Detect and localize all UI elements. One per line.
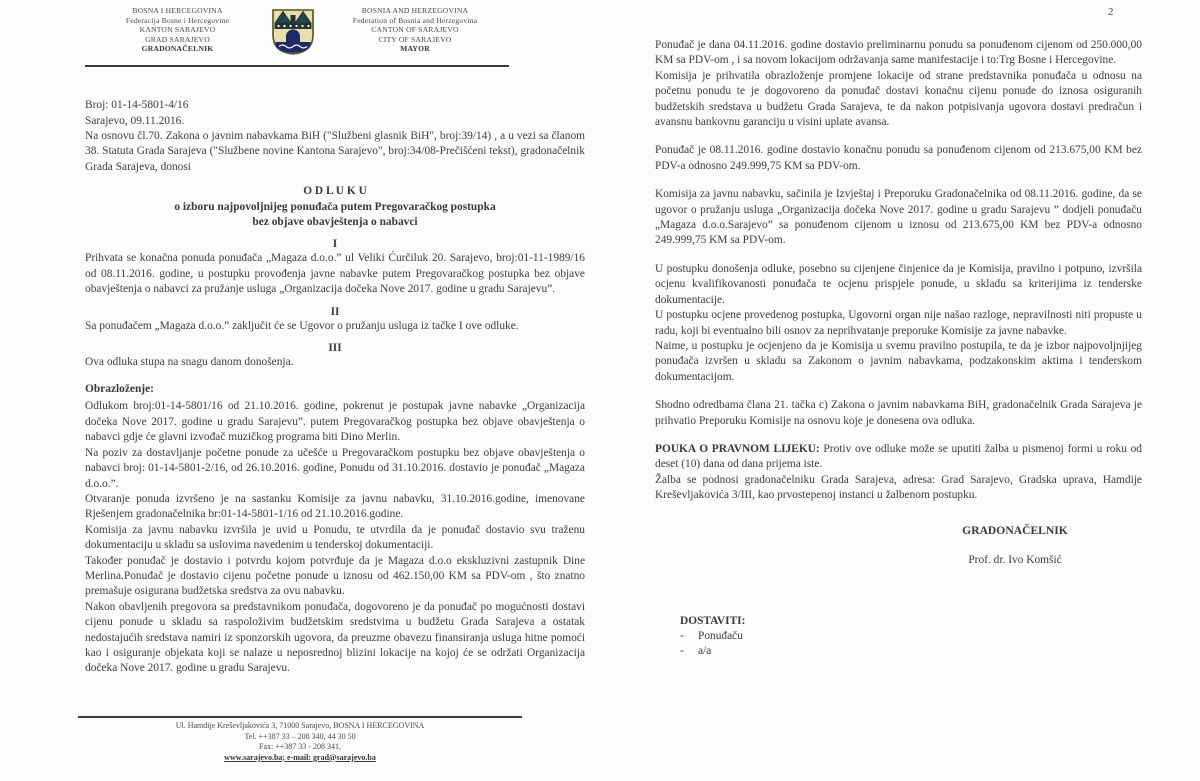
legal-remedy-label: POUKA O PRAVNOM LIJEKU: bbox=[655, 442, 820, 455]
letterhead-line: Federacija Bosne i Hercegovine bbox=[125, 15, 230, 25]
body-paragraph: Ponuđač je dana 04.11.2016. godine dostavio preliminarnu ponudu sa ponuđenom cijenom od 250.000,00 KM sa PDV-om , i sa novom lokacijom održavanja same manifestacije i to:Trg Bosne i Hercegovine. bbox=[655, 39, 1142, 67]
coat-of-arms-container bbox=[271, 6, 315, 61]
reference-number: Broj: 01-14-5801-4/16 bbox=[85, 99, 189, 111]
section-numeral-3: III bbox=[328, 342, 342, 355]
signature-title: GRADONAČELNIK bbox=[962, 523, 1068, 537]
signature-name: Prof. dr. Ivo Komšić bbox=[968, 553, 1062, 566]
document-page-1 bbox=[85, 6, 585, 677]
body-paragraph: U postupku donošenja odluke, posebno su cijenjene činjenice da je Komisija, pravilno i potpuno, izvršila ocjenu kvalifikovanosti ponuđača te ocjenu prispjele ponude, u skladu sa kriterijima iz tenderske dokumentacije. bbox=[655, 262, 1142, 306]
distribution-item bbox=[680, 629, 1142, 644]
preamble-paragraph: Na osnovu čl.70. Zakona o javnim nabavkama BiH ("Službeni glasnik BiH", broj:39/14) , a u vezi sa članom 38. Statuta Grada Sarajeva ("Službene novine Kantona Sarajevo", broj:34/08-Prečišćeni tekst), gradonačelnik Grada Sarajeva, donosi bbox=[85, 130, 585, 173]
footer-fax: Fax: ++387 33 - 208 341, bbox=[259, 742, 341, 751]
letterhead-line: GRAD SARAJEVO bbox=[145, 34, 210, 44]
rationale-heading: Obrazloženje: bbox=[85, 383, 154, 396]
letterhead bbox=[85, 6, 515, 61]
letterhead-line: KANTON SARAJEVO bbox=[139, 25, 216, 35]
section-3-text: Ova odluka stupa na snagu danom donošenja. bbox=[85, 356, 294, 369]
decision-title: O D L U K U bbox=[303, 185, 367, 198]
section-1-text: Prihvata se konačna ponuda ponuđača „Magaza d.o.o.” ul Veliki Ćurčiluk 20. Sarajevo, broj:01-11-1989/16 od 08.11.2016. godine, u postupku provođenja javne nabavke putem Pregovaračkog postupka bez objave obavještenja o nabavci za pružanje usluga „Organizacija dočeka Nove 2017. godine u gradu Sarajevu”. bbox=[85, 252, 585, 296]
crest-center-window bbox=[290, 15, 295, 23]
body-paragraph: U postupku ocjene provedenog postupka, Ugovorni organ nije našao razloge, nepravilnosti niti propuste u radu, koji bi eventualno bili osnov za neprihvatanje preporuke Komisije za javne nabavke. bbox=[655, 309, 1142, 337]
document-page-2 bbox=[655, 0, 1142, 660]
rationale-paragraph: Nakon obavljenih pregovora sa predstavnikom ponuđača, dogovoreno je da ponuđač po mogućnosti dostavi cijenu ponude u skladu sa raspoloživim budžetskim sredstvima u budžetu Grada Sarajeva a ostatak nedostajućih sredstava namiri iz sponzorskih ugovora, da preuzme obavezu finansiranja usluga hitne pomoći kao i osiguranje objekata koji se nalaze u neposrednoj blizini lokacije na kojoj će se održati Organizacija dočeka Nove 2017. godine u gradu Sarajevu. bbox=[85, 600, 585, 675]
page-number: 2 bbox=[1108, 6, 1114, 18]
letterhead-line: Federation of Bosnia and Herzegovina bbox=[352, 15, 478, 25]
legal-remedy-paragraph bbox=[655, 442, 1142, 473]
letterhead-line: BOSNA I HERCEGOVINA bbox=[132, 6, 223, 15]
rationale-paragraph: Odlukom broj:01-14-5801/16 od 21.10.2016. godine, pokrenut je postupak javne nabavke „Organizacija dočeka Nove 2017. godine u gradu Sarajevu”. putem Pregovaračkog postupka bez objave obavještenja o nabavci gdje će glavni izvođač muzičkog programa biti Dino Merlin. bbox=[85, 400, 585, 444]
section-numeral-2: II bbox=[330, 305, 340, 318]
distribution-item bbox=[680, 644, 1142, 659]
letterhead-bosnian bbox=[85, 6, 270, 54]
appeal-paragraph: Žalba se podnosi gradonačelniku Grada Sarajeva, adresa: Grad Sarajevo, Gradska uprava, Hamdije Kreševljakovića 3/III, kao prvostepenoj instanci u žalbenom postupku. bbox=[655, 473, 1142, 502]
page-footer bbox=[78, 716, 522, 763]
letterhead-english bbox=[315, 6, 515, 54]
place-date: Sarajevo, 09.11.2016. bbox=[85, 115, 185, 127]
letterhead-divider bbox=[85, 65, 509, 67]
list-dash: - bbox=[680, 645, 684, 658]
distribution-block bbox=[680, 614, 1142, 660]
footer-address: Ul. Hamdije Kreševljakovića 3, 71000 Sarajevo, BOSNA I HERCEGOVINA bbox=[175, 721, 425, 730]
footer-divider bbox=[78, 716, 522, 718]
rationale-paragraph: Komisija za javnu nabavku izvršila je uvid u Ponudu, te utvrdila da je ponuđač dostavio svu traženu dokumentaciju u skladu sa uslovima navedenim u tenderskoj dokumentaciji. bbox=[85, 523, 585, 552]
list-dash: - bbox=[680, 629, 684, 642]
letterhead-line: MAYOR bbox=[400, 44, 430, 54]
decision-subtitle-2: bez objave obavještenja o nabavci bbox=[252, 216, 418, 229]
decision-subtitle-1: o izboru najpovoljnijeg ponuđača putem Pregovaračkog postupka bbox=[174, 200, 496, 213]
distribution-heading: DOSTAVITI: bbox=[680, 614, 746, 627]
body-paragraph: Komisija je prihvatila obrazloženje promjene lokacije od strane predstavnika ponuđača u odnosu na početnu ponudu te je dogovoreno da ponuđač dostavi konačnu cijenu ponude do iznosa osiguranih budžetskih sredstava u budžetu Grada Sarajeva, te da nakon potpisivanja ugovora dostavi predračun i avansnu bankovnu garanciju u visini uplate avansa. bbox=[655, 69, 1142, 129]
footer-web-email-link[interactable]: www.sarajevo.ba; e-mail: grad@sarajevo.ba bbox=[224, 752, 376, 762]
rationale-paragraph: Na poziv za dostavljanje početne ponude za učešće u Pregovaračkom postupku bez objave obavještenja o nabavci broj: 01-14-5801-2/16, od 26.10.2016. godine, Ponudu od 31.10.2016. dostavio je ponuđač „Magaza d.o.o.”. bbox=[85, 446, 585, 490]
letterhead-line: GRADONAČELNIK bbox=[141, 44, 214, 54]
body-paragraph: Komisija za javnu nabavku, sačinila je Izvještaj i Preporuku Gradonačelnika od 08.11.2016. godine, da se ugovor o pružanju usluga „Organizacija dočeka Nove 2017. godine u gradu Sarajevu ” dodjeli ponuđaču „Magaza d.o.o.Sarajevo” sa ponuđenom cijenom u iznosu od 213.675,00 KM bez PDV-a odnosno 249.999,75 KM sa PDV-om. bbox=[655, 188, 1142, 247]
letterhead-line: CANTON OF SARAJEVO bbox=[371, 25, 459, 35]
rationale-paragraph: Također ponuđač je dostavio i potvrdu kojom potvrđuje da je Magaza d.o.o ekskluzivni zastupnik Dine Merlina.Ponuđač je dostavio cijenu početne ponude u iznosu od 462.150,00 KM sa PDV-om , što znatno premašuje osigurana budžetska sredstva za ovu nabavku. bbox=[85, 554, 585, 598]
body-paragraph: Ponuđač je 08.11.2016. godine dostavio konačnu ponudu sa ponuđenom cijenom od 213.675,00 KM bez PDV-a odnosno 249.999,75 KM sa PDV-om. bbox=[655, 144, 1142, 172]
section-2-text: Sa ponuđačem „Magaza d.o.o.” zaključit će se Ugovor o pružanju usluga iz tačke I ove odluke. bbox=[85, 319, 519, 332]
distribution-item-label: Ponuđaču bbox=[698, 629, 743, 642]
sarajevo-coat-of-arms-icon bbox=[271, 8, 315, 56]
crest-battlement-band bbox=[274, 23, 311, 29]
legal-remedy-text: Protiv ove odluke može se uputiti žalba u pismenoj formi u roku od deset (10) dana od dana prijema iste. bbox=[655, 442, 1142, 471]
letterhead-line: BOSNIA AND HERZEGOVINA bbox=[361, 6, 469, 15]
signature-block bbox=[900, 524, 1130, 566]
footer-telephone: Tel. ++387 33 – 208 340, 44 30 50 bbox=[244, 731, 356, 741]
letterhead-line: CITY OF SARAJEVO bbox=[378, 34, 452, 44]
section-numeral-1: I bbox=[332, 238, 338, 251]
body-paragraph: Shodno odredbama člana 21. tačka c) Zakona o javnim nabavkama BiH, gradonačelnik Grada Sarajeva je prihvatio Preporuku Komisije na osnovu koje je donesena ova odluka. bbox=[655, 399, 1142, 427]
body-paragraph: Naime, u postupku je ocjenjeno da je Komisija u svemu pravilno postupila, te da je izbor najpovoljnjijeg ponuđača izvršen u skladu sa Zakonom o javnim nabavkama, podzakonskim aktima i tenderskom dokumentacijom. bbox=[655, 339, 1142, 383]
rationale-paragraph: Otvaranje ponuda izvršeno je na sastanku Komisije za javnu nabavku, 31.10.2016.godine, imenovane Rješenjem gradonačelnika br:01-14-5801-1/16 od 21.10.2016.godine. bbox=[85, 492, 585, 521]
distribution-item-label: a/a bbox=[698, 645, 712, 658]
